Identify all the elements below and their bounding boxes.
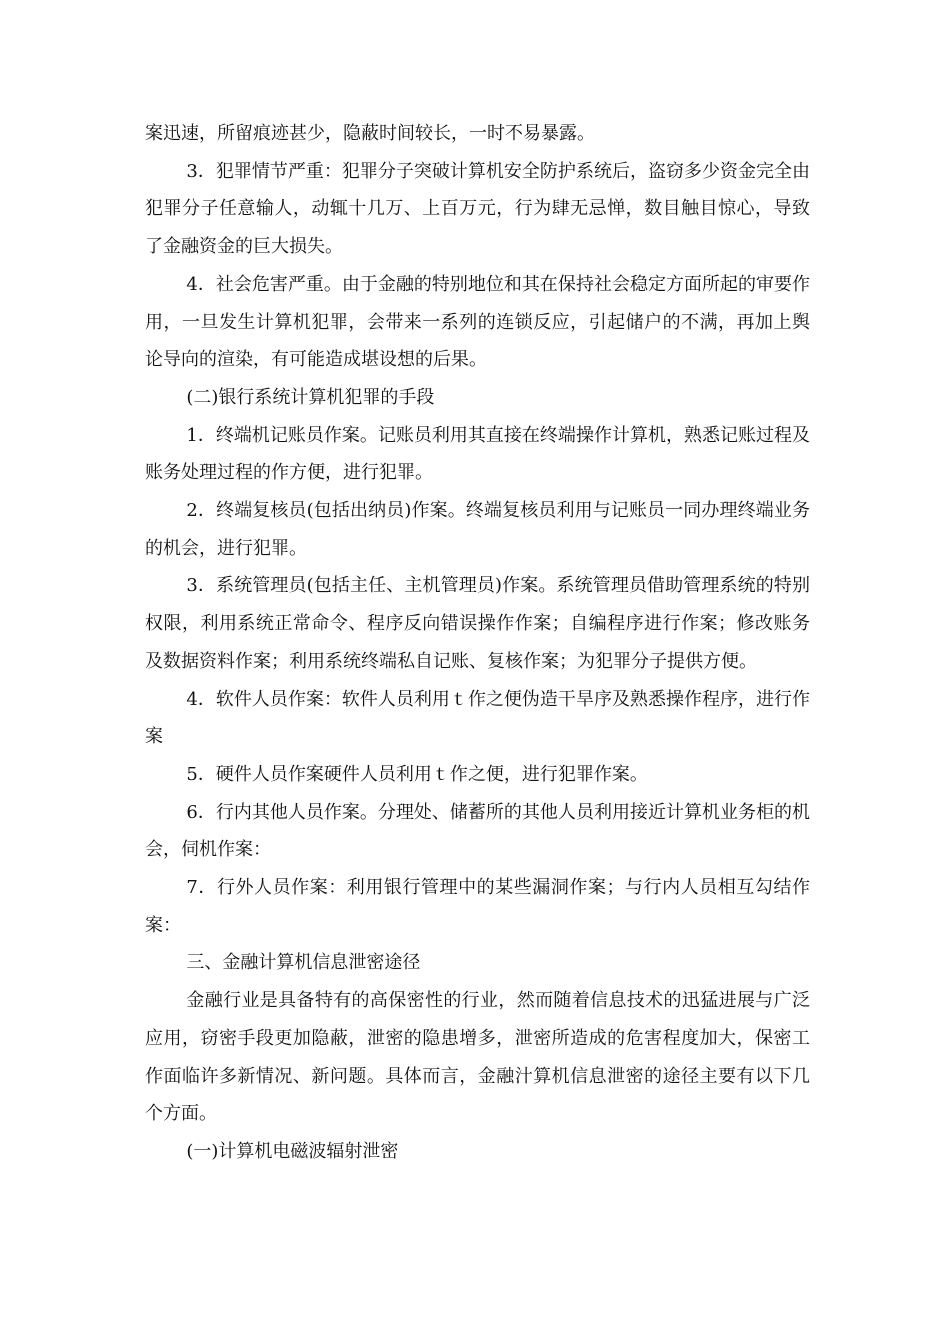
paragraph-continuation: 案迅速，所留痕迹甚少，隐蔽时间较长，一时不易暴露。: [145, 123, 595, 144]
document-body: [145, 115, 810, 1171]
paragraph-method-1: 1．终端机记账员作案。记账员利用其直接在终端操作计算机，熟悉记账过程及账务处理过程的作方便，进行犯罪。: [145, 424, 810, 484]
paragraph-method-6: 6．行内其他人员作案。分理处、储蓄所的其他人员利用接近计算机业务柜的机会，伺机作案：: [145, 801, 810, 861]
paragraph-method-7: 7．行外人员作案：利用银行管理中的某些漏洞作案；与行内人员相互勾结作案：: [145, 877, 810, 936]
paragraph-crime-severity: 3．犯罪情节严重：犯罪分子突破计算机安全防护系统后，盗窃多少资金完全由犯罪分子任意输人，动辄十几万、上百万元，行为肆无忌惮，数目触目惊心，导致了金融资金的巨大损失。: [145, 160, 810, 258]
section-heading-crime-methods: (二)银行系统计算机犯罪的手段: [186, 386, 435, 408]
section-heading-em-radiation: (一)计算机电磁波辐射泄密: [186, 1140, 399, 1162]
paragraph-social-harm: 4．社会危害严重。由于金融的特别地位和其在保持社会稳定方面所起的审要作用，一旦发生计算机犯罪，会带来一系列的连锁反应，引起储户的不满，再加上舆论导向的渲染，有可能造成堪设想的后果。: [145, 273, 810, 371]
paragraph-method-5: 5．硬件人员作案硬件人员利用ｔ作之便，进行犯罪作案。: [186, 763, 648, 785]
paragraph-leak-overview: 金融行业是具备特有的高保密性的行业，然而随着信息技术的迅猛进展与广泛应用，窃密手段更加隐蔽，泄密的隐患增多，泄密所造成的危害程度加大，保密工作面临许多新情况、新问题。具体而言，金融汁算机信息泄密的途径主要有以下几个方面。: [145, 990, 810, 1125]
paragraph-method-4: 4．软件人员作案：软件人员利用ｔ作之便伪造干旱序及熟悉操作程序，进行作案: [145, 688, 810, 748]
paragraph-method-2: 2．终端复核员(包括出纳员)作案。终端复核员利用与记账员一同办理终端业务的机会，进行犯罪。: [145, 500, 810, 559]
paragraph-method-3: 3．系统管理员(包括主任、主机管理员)作案。系统管理员借助管理系统的特别权限，利用系统正常命令、程序反向错误操作作案；自编程序进行作案；修改账务及数据资料作案；利用系统终端私自记账、复核作案；为犯罪分子提供方便。: [145, 575, 810, 672]
section-heading-leak-routes: 三、金融计算机信息泄密途径: [186, 952, 421, 974]
